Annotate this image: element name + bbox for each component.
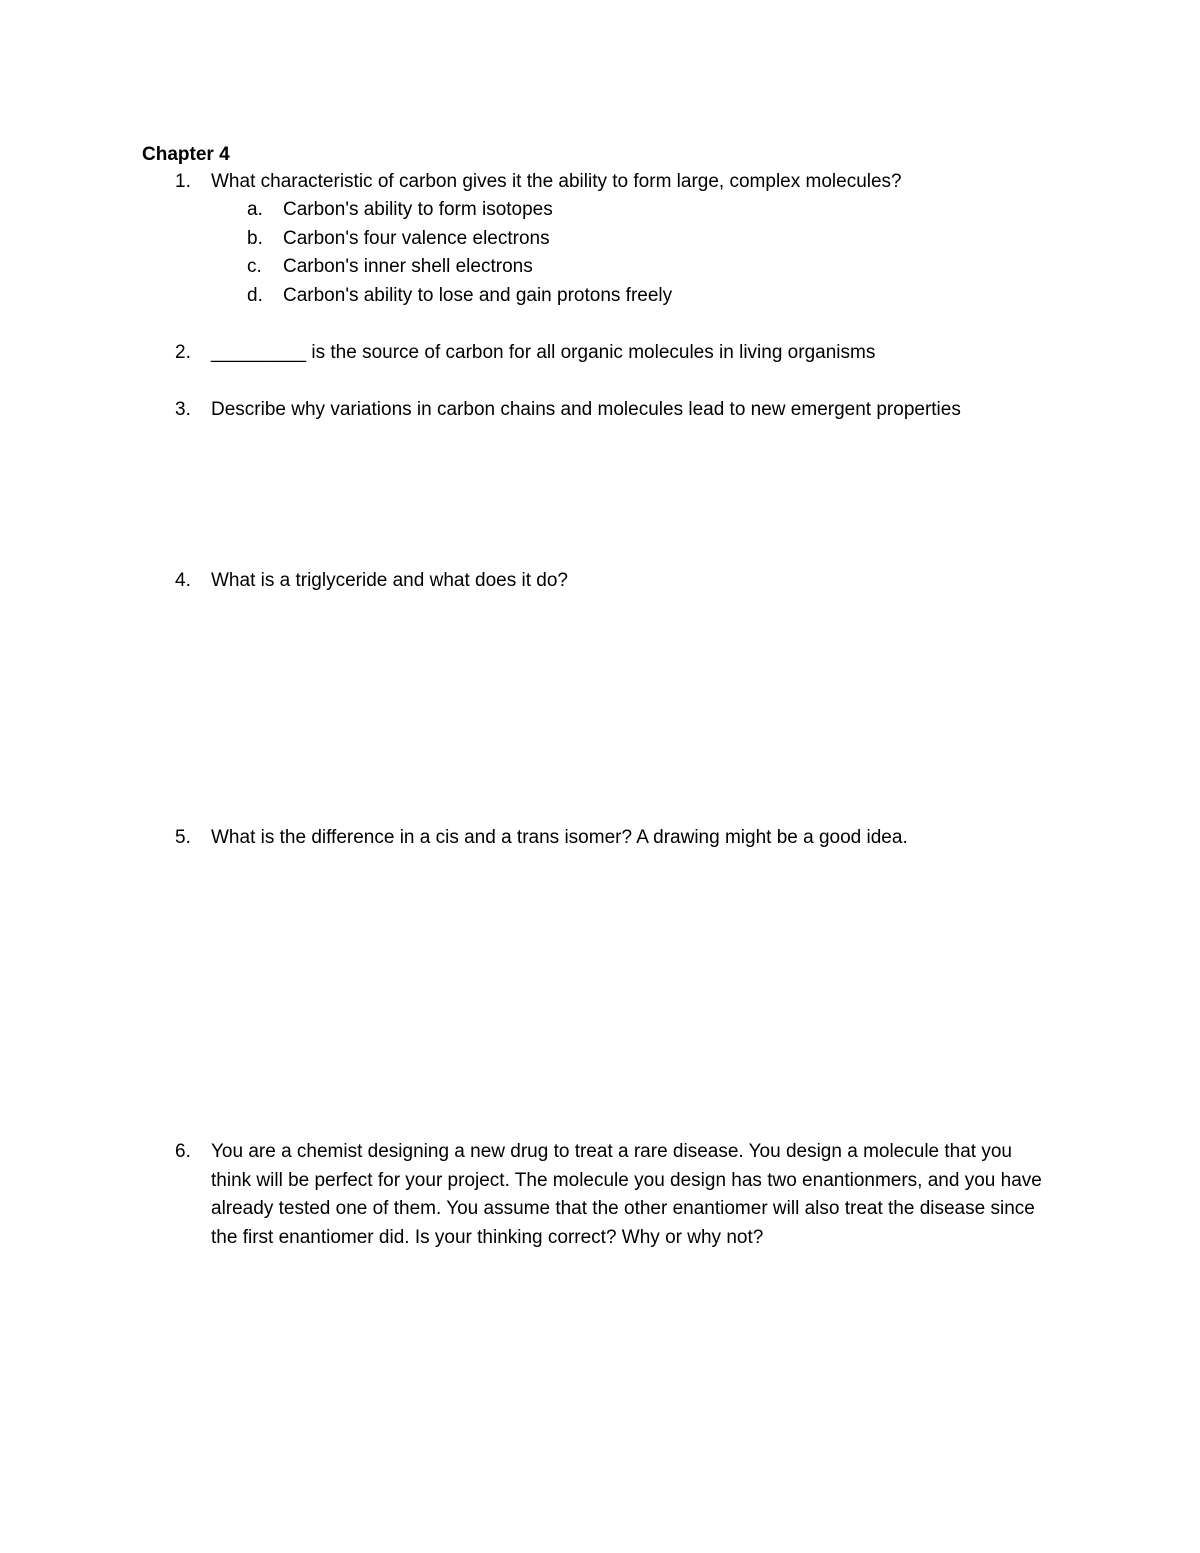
question-text: What is the difference in a cis and a trans isomer? A drawing might be a good idea. xyxy=(211,827,908,848)
option-text: Carbon's ability to lose and gain protons freely xyxy=(283,285,673,306)
question-text: Describe why variations in carbon chains and molecules lead to new emergent properties xyxy=(211,399,961,420)
option-letter: c. xyxy=(247,256,262,277)
question-number: 2. xyxy=(175,342,191,363)
question-text: _________ is the source of carbon for all organic molecules in living organisms xyxy=(211,342,876,363)
question-text: What characteristic of carbon gives it the ability to form large, complex molecules? xyxy=(211,171,902,192)
question-number: 5. xyxy=(175,827,191,848)
question-number: 6. xyxy=(175,1141,191,1162)
question-number: 1. xyxy=(175,171,191,192)
question-number: 4. xyxy=(175,570,191,591)
question-text: What is a triglyceride and what does it do? xyxy=(211,570,568,591)
option-letter: a. xyxy=(247,199,263,220)
question-text: You are a chemist designing a new drug to treat a rare disease. You design a molecule that you think will be perfect for your project. The molecule you design has two enantionmers, and you have already tested one of them. You assume that the other enantiomer will also treat the disease since the first enantiomer did. Is your thinking correct? Why or why not? xyxy=(211,1141,1042,1248)
option-text: Carbon's ability to form isotopes xyxy=(283,199,553,220)
option-text: Carbon's four valence electrons xyxy=(283,228,550,249)
chapter-title: Chapter 4 xyxy=(142,144,230,165)
option-text: Carbon's inner shell electrons xyxy=(283,256,533,277)
option-letter: d. xyxy=(247,285,263,306)
option-letter: b. xyxy=(247,228,263,249)
question-number: 3. xyxy=(175,399,191,420)
